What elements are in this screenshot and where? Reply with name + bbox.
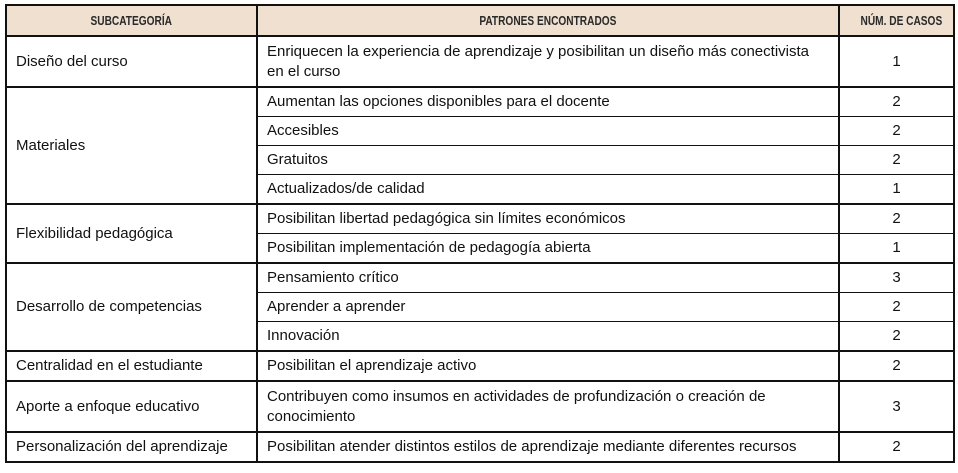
pattern-cell: Posibilitan el aprendizaje activo bbox=[257, 351, 839, 381]
cases-cell: 2 bbox=[839, 146, 954, 175]
pattern-cell: Aumentan las opciones disponibles para el docente bbox=[257, 87, 839, 117]
pattern-cell: Actualizados/de calidad bbox=[257, 175, 839, 205]
table-row bbox=[6, 87, 954, 117]
subcategory-cell: Centralidad en el estudiante bbox=[6, 351, 257, 381]
pattern-cell: Accesibles bbox=[257, 117, 839, 146]
header-subcategory bbox=[6, 5, 257, 36]
cases-cell: 1 bbox=[839, 36, 954, 87]
pattern-cell: Gratuitos bbox=[257, 146, 839, 175]
table-row bbox=[6, 381, 954, 432]
cases-cell: 2 bbox=[839, 293, 954, 322]
pattern-cell: Enriquecen la experiencia de aprendizaje y posibilitan un diseño más conectivista en el curso bbox=[257, 36, 839, 87]
cases-cell: 3 bbox=[839, 381, 954, 432]
subcategory-cell: Flexibilidad pedagógica bbox=[6, 204, 257, 263]
pattern-cell: Posibilitan atender distintos estilos de aprendizaje mediante diferentes recursos bbox=[257, 432, 839, 462]
table-row bbox=[6, 36, 954, 87]
subcategory-cell: Desarrollo de competencias bbox=[6, 263, 257, 351]
header-cases-label: NÚM. DE CASOS bbox=[860, 12, 943, 28]
cases-cell: 3 bbox=[839, 263, 954, 293]
cases-cell: 2 bbox=[839, 204, 954, 234]
cases-cell: 1 bbox=[839, 175, 954, 205]
table-row bbox=[6, 204, 954, 234]
pattern-cell: Contribuyen como insumos en actividades de profundización o creación de conocimiento bbox=[257, 381, 839, 432]
table-container bbox=[5, 4, 955, 463]
header-patterns bbox=[257, 5, 839, 36]
patterns-table bbox=[5, 4, 955, 463]
subcategory-cell: Personalización del aprendizaje bbox=[6, 432, 257, 462]
cases-cell: 2 bbox=[839, 117, 954, 146]
table-row bbox=[6, 432, 954, 462]
cases-cell: 2 bbox=[839, 432, 954, 462]
pattern-cell: Pensamiento crítico bbox=[257, 263, 839, 293]
header-patterns-label: PATRONES ENCONTRADOS bbox=[479, 12, 617, 28]
header-subcategory-label: SUBCATEGORÍA bbox=[90, 12, 173, 28]
subcategory-cell: Aporte a enfoque educativo bbox=[6, 381, 257, 432]
pattern-cell: Innovación bbox=[257, 322, 839, 352]
cases-cell: 2 bbox=[839, 351, 954, 381]
cases-cell: 2 bbox=[839, 322, 954, 352]
table-row bbox=[6, 263, 954, 293]
pattern-cell: Posibilitan libertad pedagógica sin límites económicos bbox=[257, 204, 839, 234]
table-header-row bbox=[6, 5, 954, 36]
subcategory-cell: Diseño del curso bbox=[6, 36, 257, 87]
pattern-cell: Posibilitan implementación de pedagogía abierta bbox=[257, 234, 839, 264]
subcategory-cell: Materiales bbox=[6, 87, 257, 204]
table-row bbox=[6, 351, 954, 381]
header-cases bbox=[839, 5, 954, 36]
cases-cell: 1 bbox=[839, 234, 954, 264]
cases-cell: 2 bbox=[839, 87, 954, 117]
pattern-cell: Aprender a aprender bbox=[257, 293, 839, 322]
